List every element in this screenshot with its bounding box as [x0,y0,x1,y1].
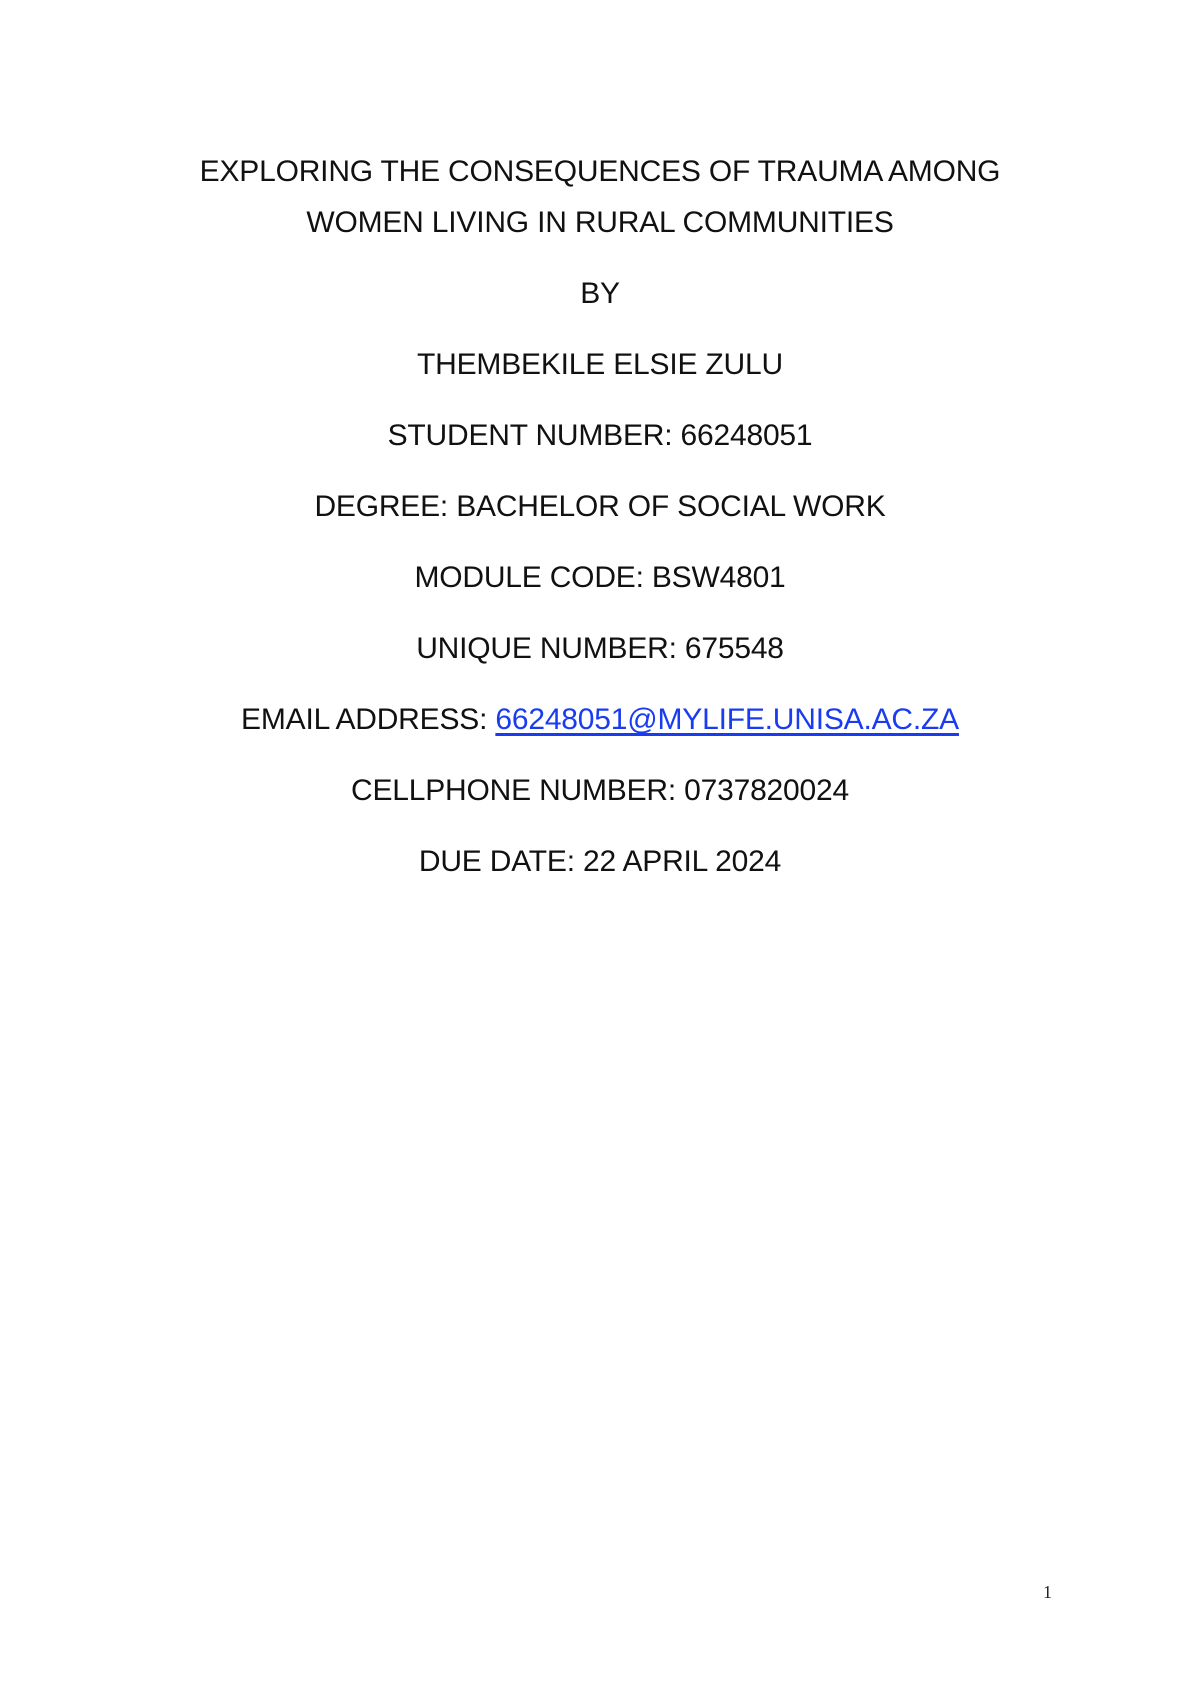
title-line-1: EXPLORING THE CONSEQUENCES OF TRAUMA AMONG [199,155,1001,188]
email-label: EMAIL ADDRESS: [241,703,496,736]
page-number: 1 [1043,1582,1052,1602]
cover-page-content [150,146,1050,887]
document-title [150,146,1050,248]
module-code: MODULE CODE: BSW4801 [414,561,786,594]
title-line-2: WOMEN LIVING IN RURAL COMMUNITIES [306,206,894,239]
by-label: BY [580,277,620,310]
student-number: STUDENT NUMBER: 66248051 [387,419,813,452]
email-link[interactable]: 66248051@MYLIFE.UNISA.AC.ZA [495,703,959,736]
unique-number: UNIQUE NUMBER: 675548 [416,632,784,665]
cellphone-number: CELLPHONE NUMBER: 0737820024 [351,774,849,807]
due-date: DUE DATE: 22 APRIL 2024 [418,845,782,878]
author-name: THEMBEKILE ELSIE ZULU [417,348,783,381]
email-address [150,694,1050,745]
degree: DEGREE: BACHELOR OF SOCIAL WORK [314,490,886,523]
